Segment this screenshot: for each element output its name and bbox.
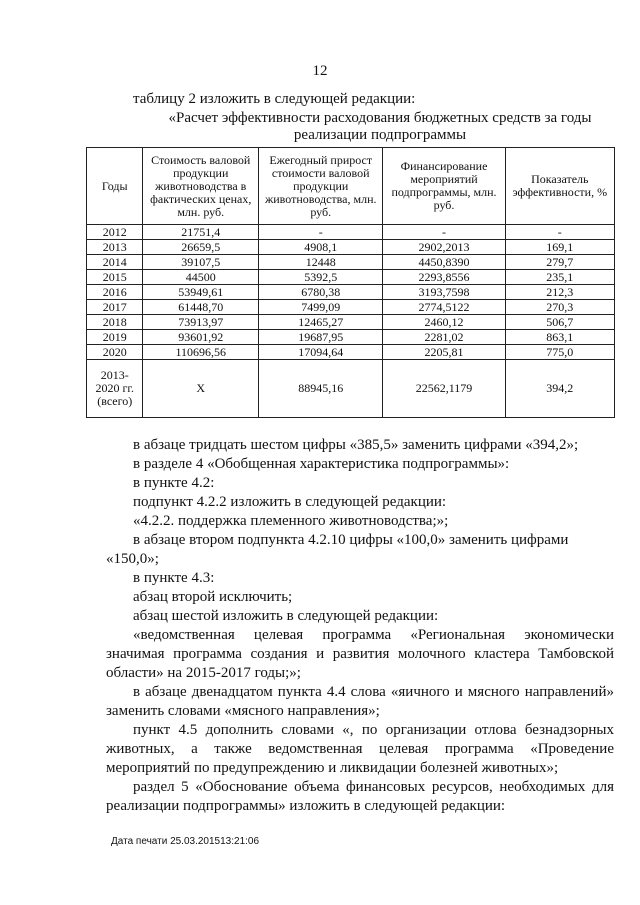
cell-financing: 4450,8390 xyxy=(383,255,505,270)
paragraph: в пункте 4.2: xyxy=(133,475,215,491)
table-row xyxy=(87,285,615,300)
cell-gross-output: 44500 xyxy=(143,270,259,285)
table-row xyxy=(87,240,615,255)
cell-annual-growth: 12448 xyxy=(258,255,382,270)
cell-year: 2014 xyxy=(87,255,143,270)
cell-year: 2016 xyxy=(87,285,143,300)
header-financing: Финансирование мероприятий подпрограммы, млн. руб. xyxy=(383,148,505,225)
cell-total-growth: 88945,16 xyxy=(258,360,382,418)
cell-year: 2017 xyxy=(87,300,143,315)
cell-efficiency: 169,1 xyxy=(505,240,614,255)
cell-financing: 2902,2013 xyxy=(383,240,505,255)
cell-annual-growth: 17094,64 xyxy=(258,345,382,360)
header-efficiency: Показатель эффективности, % xyxy=(505,148,614,225)
cell-annual-growth: 7499,09 xyxy=(258,300,382,315)
table-row xyxy=(87,345,615,360)
table-row xyxy=(87,225,615,240)
paragraph: подпункт 4.2.2 изложить в следующей редакции: xyxy=(133,494,447,510)
table-row xyxy=(87,315,615,330)
cell-year: 2015 xyxy=(87,270,143,285)
cell-gross-output: 53949,61 xyxy=(143,285,259,300)
cell-year: 2018 xyxy=(87,315,143,330)
cell-efficiency: 863,1 xyxy=(505,330,614,345)
intro-line: таблицу 2 изложить в следующей редакции: xyxy=(133,91,416,107)
cell-year: 2020 xyxy=(87,345,143,360)
cell-financing: 2293,8556 xyxy=(383,270,505,285)
paragraph: абзац шестой изложить в следующей редакции: xyxy=(133,608,439,624)
cell-financing: 2281,02 xyxy=(383,330,505,345)
cell-total-efficiency: 394,2 xyxy=(505,360,614,418)
cell-annual-growth: 4908,1 xyxy=(258,240,382,255)
cell-annual-growth: - xyxy=(258,225,382,240)
print-date-footer: Дата печати 25.03.201513:21:06 xyxy=(111,836,260,847)
paragraph: в разделе 4 «Обобщенная характеристика подпрограммы»: xyxy=(133,456,510,472)
cell-efficiency: 235,1 xyxy=(505,270,614,285)
paragraph: пункт 4.5 дополнить словами «, по организации отлова безнадзорных животных, а также ведомственная целевая программа «Проведение мероприятий по предупреждению и ликвидации болезней животных»; xyxy=(106,722,614,776)
cell-total-period: 2013-2020 гг. (всего) xyxy=(87,360,143,418)
cell-year: 2019 xyxy=(87,330,143,345)
table-caption: «Расчет эффективности расходования бюджетных средств за годы реализации подпрограммы xyxy=(168,110,592,143)
paragraph: в пункте 4.3: xyxy=(133,570,215,586)
paragraph: «ведомственная целевая программа «Региональная экономически значимая программа создания и развития молочного кластера Тамбовской области» на 2015-2017 годы;»; xyxy=(106,627,614,681)
cell-year: 2013 xyxy=(87,240,143,255)
cell-gross-output: 61448,70 xyxy=(143,300,259,315)
cell-annual-growth: 12465,27 xyxy=(258,315,382,330)
cell-annual-growth: 5392,5 xyxy=(258,270,382,285)
paragraph: в абзаце втором подпункта 4.2.10 цифры «100,0» заменить цифрами «150,0»; xyxy=(106,532,569,567)
table-header-row xyxy=(87,148,615,225)
cell-gross-output: 73913,97 xyxy=(143,315,259,330)
cell-financing: 3193,7598 xyxy=(383,285,505,300)
cell-total-gross-output: Х xyxy=(143,360,259,418)
cell-year: 2012 xyxy=(87,225,143,240)
cell-annual-growth: 19687,95 xyxy=(258,330,382,345)
cell-gross-output: 39107,5 xyxy=(143,255,259,270)
table-row xyxy=(87,300,615,315)
cell-financing: - xyxy=(383,225,505,240)
cell-financing: 2205,81 xyxy=(383,345,505,360)
paragraph: «4.2.2. поддержка племенного животноводства;»; xyxy=(133,513,449,529)
page-number: 12 xyxy=(312,63,328,79)
header-annual-growth: Ежегодный прирост стоимости валовой продукции животноводства, млн. руб. xyxy=(258,148,382,225)
cell-efficiency: 775,0 xyxy=(505,345,614,360)
cell-efficiency: 270,3 xyxy=(505,300,614,315)
amendments-text xyxy=(106,436,614,816)
header-gross-output: Стоимость валовой продукции животноводства в фактических ценах, млн. руб. xyxy=(143,148,259,225)
cell-total-financing: 22562,1179 xyxy=(383,360,505,418)
table-row xyxy=(87,270,615,285)
table-total-row xyxy=(87,360,615,418)
cell-efficiency: - xyxy=(505,225,614,240)
cell-efficiency: 279,7 xyxy=(505,255,614,270)
cell-financing: 2774,5122 xyxy=(383,300,505,315)
table-row xyxy=(87,330,615,345)
efficiency-table xyxy=(86,147,615,418)
cell-efficiency: 212,3 xyxy=(505,285,614,300)
paragraph: раздел 5 «Обоснование объема финансовых ресурсов, необходимых для реализации подпрограммы» изложить в следующей редакции: xyxy=(106,779,614,814)
cell-gross-output: 93601,92 xyxy=(143,330,259,345)
paragraph: абзац второй исключить; xyxy=(133,589,293,605)
cell-financing: 2460,12 xyxy=(383,315,505,330)
cell-efficiency: 506,7 xyxy=(505,315,614,330)
paragraph: в абзаце двенадцатом пункта 4.4 слова «яичного и мясного направлений» заменить словами «мясного направления»; xyxy=(106,684,614,719)
cell-gross-output: 21751,4 xyxy=(143,225,259,240)
table-row xyxy=(87,255,615,270)
cell-gross-output: 110696,56 xyxy=(143,345,259,360)
cell-gross-output: 26659,5 xyxy=(143,240,259,255)
header-years: Годы xyxy=(87,148,143,225)
paragraph: в абзаце тридцать шестом цифры «385,5» заменить цифрами «394,2»; xyxy=(133,437,579,453)
cell-annual-growth: 6780,38 xyxy=(258,285,382,300)
